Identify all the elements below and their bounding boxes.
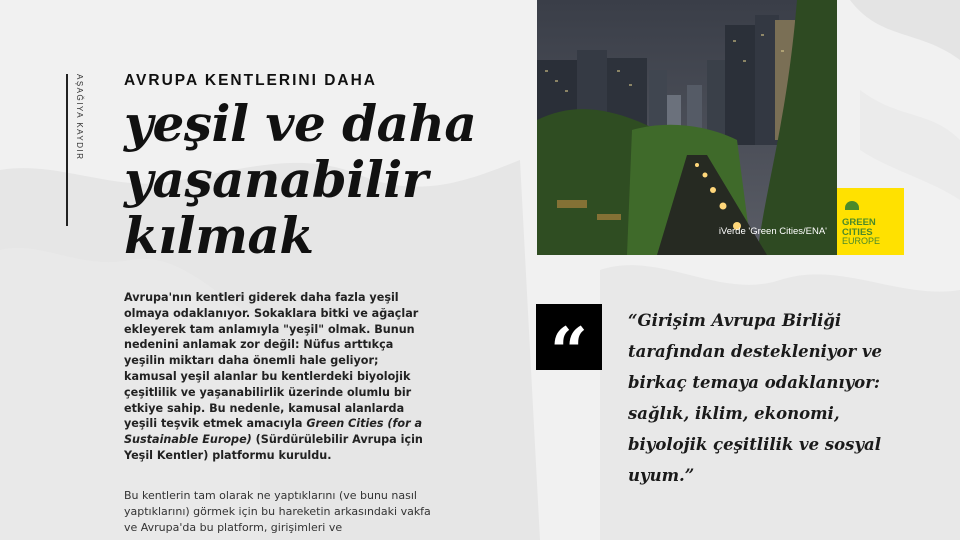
logo-line-3: EUROPE: [842, 236, 881, 246]
pull-quote: [628, 305, 928, 491]
green-city-photo: [537, 0, 837, 255]
photo-caption: iVerde 'Green Cities/ENA': [718, 226, 827, 237]
quote-line-4: sağlık, iklim, ekonomi,: [628, 404, 840, 423]
quote-line-3: birkaç temaya odaklanıyor:: [628, 373, 880, 392]
quote-line-1: “Girişim Avrupa Birliği: [628, 311, 842, 330]
logo-line-1: GREEN: [842, 217, 876, 228]
headline-line-3: kılmak: [124, 206, 314, 265]
quote-line-6: uyum.”: [628, 466, 695, 485]
headline-line-2: yaşanabilir: [124, 150, 428, 209]
paragraph-1-italic: Green Cities (for a Sustainable Europe): [124, 417, 423, 447]
headline-line-1: yeşil ve daha: [124, 94, 477, 153]
quote-mark-box: [536, 304, 602, 391]
quote-line-5: biyolojik çeşitlilik ve sosyal: [628, 435, 882, 454]
kicker-heading: AVRUPA KENTLERINI DAHA: [124, 72, 377, 89]
paragraph-1-text-b: (Sürdürülebilir Avrupa için Yeşil Kentler) platformu kuruldu.: [124, 433, 423, 462]
quote-icon: “: [550, 313, 588, 391]
photo-illustration: [537, 0, 837, 255]
article-paragraph-2: Bu kentlerin tam olarak ne yaptıklarını (ve bunu nasıl yaptıklarını) görmek için bu hareketin arkasındaki vakfa ve Avrupa'da bu platform, girişimleri ve: [124, 489, 431, 534]
scroll-indicator-line: [66, 74, 68, 226]
logo-text: [842, 218, 880, 247]
page-title: [124, 96, 524, 264]
paragraph-1-text-a: Avrupa'nın kentleri giderek daha fazla yeşil olmaya odaklanıyor. Sokaklara bitki ve ağaçlar ekleyerek tam anlamıyla "yeşil" olmak. Bunun nedenini anlamak zor değil: Nüfus arttıkça yeşilin miktarı daha önemli hale geliyor; kamusal yeşil alanlar bu kentlerdeki biyolojik çeşitlilik ve yaşanabilirlik üzerinde olumlu bir etkiye sahip. Bu nedenle, kamusal alanlarda yeşili teşvik etmek amacıyla: [124, 291, 419, 431]
green-cities-europe-logo: [837, 188, 904, 255]
scroll-down-label[interactable]: AŞAĞIYA KAYDIR: [75, 74, 84, 161]
leaf-icon: [837, 188, 904, 218]
logo-line-2: CITIES: [842, 226, 873, 238]
article-paragraph-1: [124, 290, 434, 464]
quote-line-2: tarafından destekleniyor ve: [628, 342, 883, 361]
